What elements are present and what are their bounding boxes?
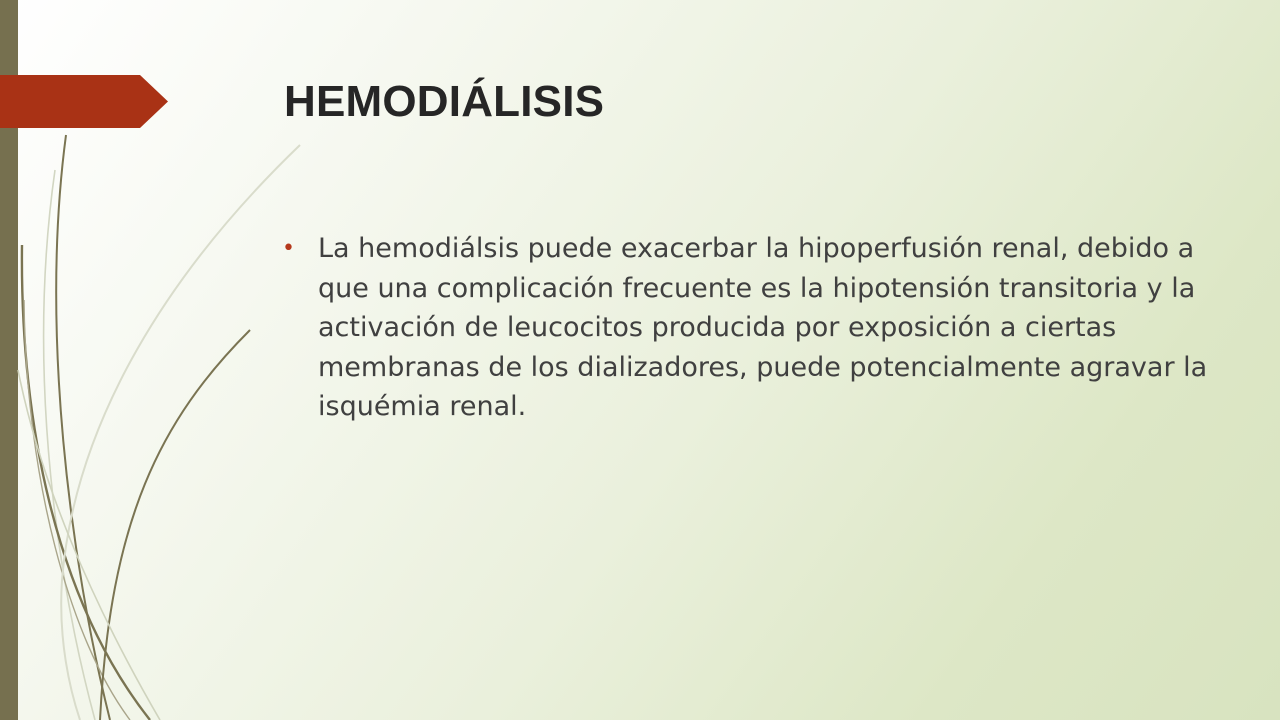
- bullet-text: La hemodiálsis puede exacerbar la hipoperfusión renal, debido a que una complicación frecuente es la hipotensión transitoria y la activación de leucocitos producida por exposición a ciertas membranas de los dializadores, puede potencialmente agravar la isquémia renal.: [318, 233, 1208, 422]
- bullet-item: [280, 229, 1210, 427]
- bullet-list: [280, 229, 1210, 427]
- slide-title: HEMODIÁLISIS: [284, 77, 605, 126]
- title-accent-tab: [0, 75, 168, 128]
- bullet-icon: •: [282, 236, 295, 261]
